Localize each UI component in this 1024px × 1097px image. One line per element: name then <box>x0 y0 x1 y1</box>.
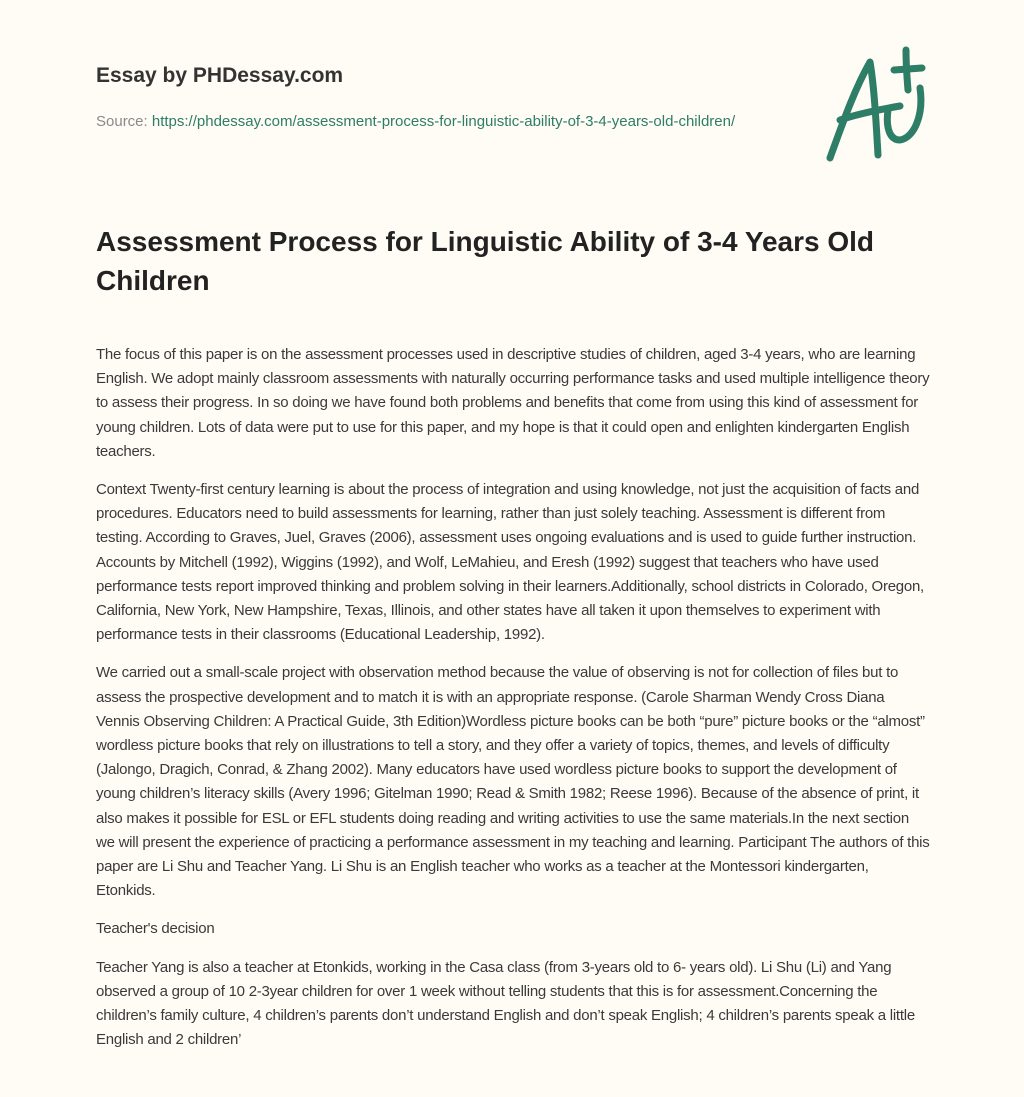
article-title: Assessment Process for Linguistic Ability of 3-4 Years Old Children <box>96 226 875 296</box>
paragraph: We carried out a small-scale project with observation method because the value of observing is not for collection of files but to assess the prospective development and to match it is with an appropriate response. (Carole Sharman Wendy Cross Diana Vennis Observing Children: A Practical Guide, 3th Edition)Wordless picture books can be both “pure” picture books or the “almost” wordless picture books that rely on illustrations to tell a story, and they offer a variety of topics, themes, and levels of difficulty (Jalongo, Dragich, Conrad, & Zhang 2002). Many educators have used wordless picture books to support the development of young children’s literacy skills (Avery 1996; Gitelman 1990; Read & Smith 1982; Reese 1996). Because of the absence of print, it also makes it possible for ESL or EFL students doing reading and writing activities to use the same materials.In the next section we will present the experience of practicing a performance assessment in my teaching and learning. Participant The authors of this paper are Li Shu and Teacher Yang. Li Shu is an English teacher who works as a teacher at the Montessori kindergarten, Etonkids. <box>96 664 930 900</box>
paragraph: Context Twenty-first century learning is about the process of integration and using knowledge, not just the acquisition of facts and procedures. Educators need to build assessments for learning, rather than just solely teaching. Assessment is different from testing. According to Graves, Juel, Graves (2006), assessment uses ongoing evaluations and is used to guide further instruction. Accounts by Mitchell (1992), Wiggins (1992), and Wolf, LeMahieu, and Eresh (1992) suggest that teachers who have used performance tests report improved thinking and problem solving in their learners.Additionally, school districts in Colorado, Oregon, California, New York, New Hampshire, Texas, Illinois, and other states have all taken it upon themselves to experiment with performance tests in their classrooms (Educational Leadership, 1992). <box>96 481 924 644</box>
paragraph: The focus of this paper is on the assessment processes used in descriptive studies of children, aged 3-4 years, who are learning English. We adopt mainly classroom assessments with naturally occurring performance tasks and used multiple intelligence theory to assess their progress. In so doing we have found both problems and benefits that come from using this kind of assessment for young children. Lots of data were put to use for this paper, and my hope is that it could open and enlighten kindergarten English teachers. <box>96 346 930 460</box>
source-link[interactable]: https://phdessay.com/assessment-process-for-linguistic-ability-of-3-4-years-old-children/ <box>151 113 736 130</box>
source-label: Source: <box>96 113 148 130</box>
section-heading: Teacher's decision <box>96 920 215 938</box>
article-body <box>96 343 930 1066</box>
a-plus-logo-icon <box>822 40 932 165</box>
paragraph: Teacher Yang is also a teacher at Etonkids, working in the Casa class (from 3-years old to 6- years old). Li Shu (Li) and Yang observed a group of 10 2-3year children for over 1 week without telling students that this is for assessment.Concerning the children’s family culture, 4 children’s parents don’t understand English and don’t speak English; 4 children’s parents speak a little English and 2 children’ <box>96 958 915 1049</box>
site-title: Essay by PHDessay.com <box>96 64 344 87</box>
source-line <box>96 110 756 134</box>
